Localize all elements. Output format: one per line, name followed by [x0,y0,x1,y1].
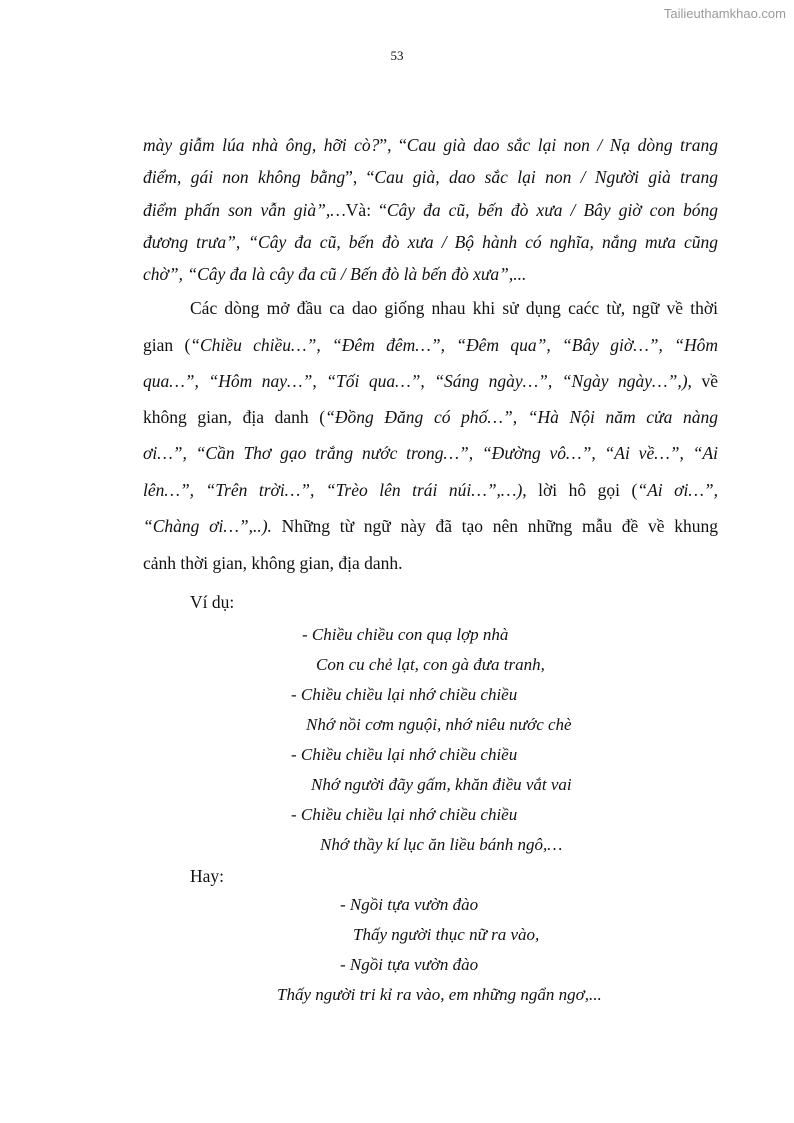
paragraph-line: chờ”, “Cây đa là cây đa cũ / Bến đò là bến đò xưa”,... [143,264,527,284]
verse-line: - Ngồi tựa vườn đào [340,895,479,914]
verse-line: Nhớ nồi cơm nguội, nhớ niêu nước chè [306,715,572,734]
verse-line: Thấy người thục nữ ra vào, [353,925,540,944]
paragraph-line: gian (“Chiều chiều…”, “Đêm đêm…”, “Đêm qua”, “Bây giờ…”, “Hôm [143,335,718,355]
watermark: Tailieuthamkhao.com [663,6,786,21]
verse-line: - Chiều chiều lại nhớ chiều chiều [291,685,518,704]
paragraph-line: lên…”, “Trên trời…”, “Trèo lên trái núi…”,…), lời hô gọi (“Ai ơi…”, [143,480,719,500]
page-number: 53 [390,48,404,63]
paragraph-line: không gian, địa danh (“Đồng Đăng có phố…”, “Hà Nội năm cửa nàng [143,407,718,427]
verse-line: Thấy người tri kỉ ra vào, em những ngẩn ngơ,... [277,985,602,1004]
verse-line: - Chiều chiều con quạ lợp nhà [302,625,509,644]
verse-line: Nhớ người đãy gấm, khăn điều vắt vai [311,775,572,794]
paragraph-line: cảnh thời gian, không gian, địa danh. [143,553,403,573]
hay-label: Hay: [190,866,225,886]
verse-line: - Ngồi tựa vườn đào [340,955,479,974]
paragraph-line: “Chàng ơi…”,..). Những từ ngữ này đã tạo nên những mẫu đề về khung [143,516,718,536]
example-label: Ví dụ: [190,592,235,612]
verse-line: - Chiều chiều lại nhớ chiều chiều [291,805,518,824]
paragraph-line: mày giẫm lúa nhà ông, hỡi cò?”, “Cau già dao sắc lại non / Nạ dòng trang [143,135,718,155]
paragraph-line: Các dòng mở đầu ca dao giống nhau khi sử dụng caćc từ, ngữ về thời [190,298,718,318]
verse-line: - Chiều chiều lại nhớ chiều chiều [291,745,518,764]
paragraph-line: ơi…”, “Cần Thơ gạo trắng nước trong…”, “Đường vô…”, “Ai về…”, “Ai [143,443,718,463]
paragraph-line: điểm phấn son vẫn già”,…Và: “Cây đa cũ, bến đò xưa / Bây giờ con bóng [143,200,718,220]
verse-line: Con cu chẻ lạt, con gà đưa tranh, [316,655,545,674]
verse-line: Nhớ thầy kí lục ăn liều bánh ngô,… [320,835,563,854]
paragraph-line: đương trưa”, “Cây đa cũ, bến đò xưa / Bộ hành có nghĩa, nắng mưa cũng [143,232,718,252]
paragraph-line: qua…”, “Hôm nay…”, “Tối qua…”, “Sáng ngày…”, “Ngày ngày…”,), về [143,371,718,391]
paragraph-line: điểm, gái non không bằng”, “Cau già, dao sắc lại non / Người già trang [143,167,718,187]
